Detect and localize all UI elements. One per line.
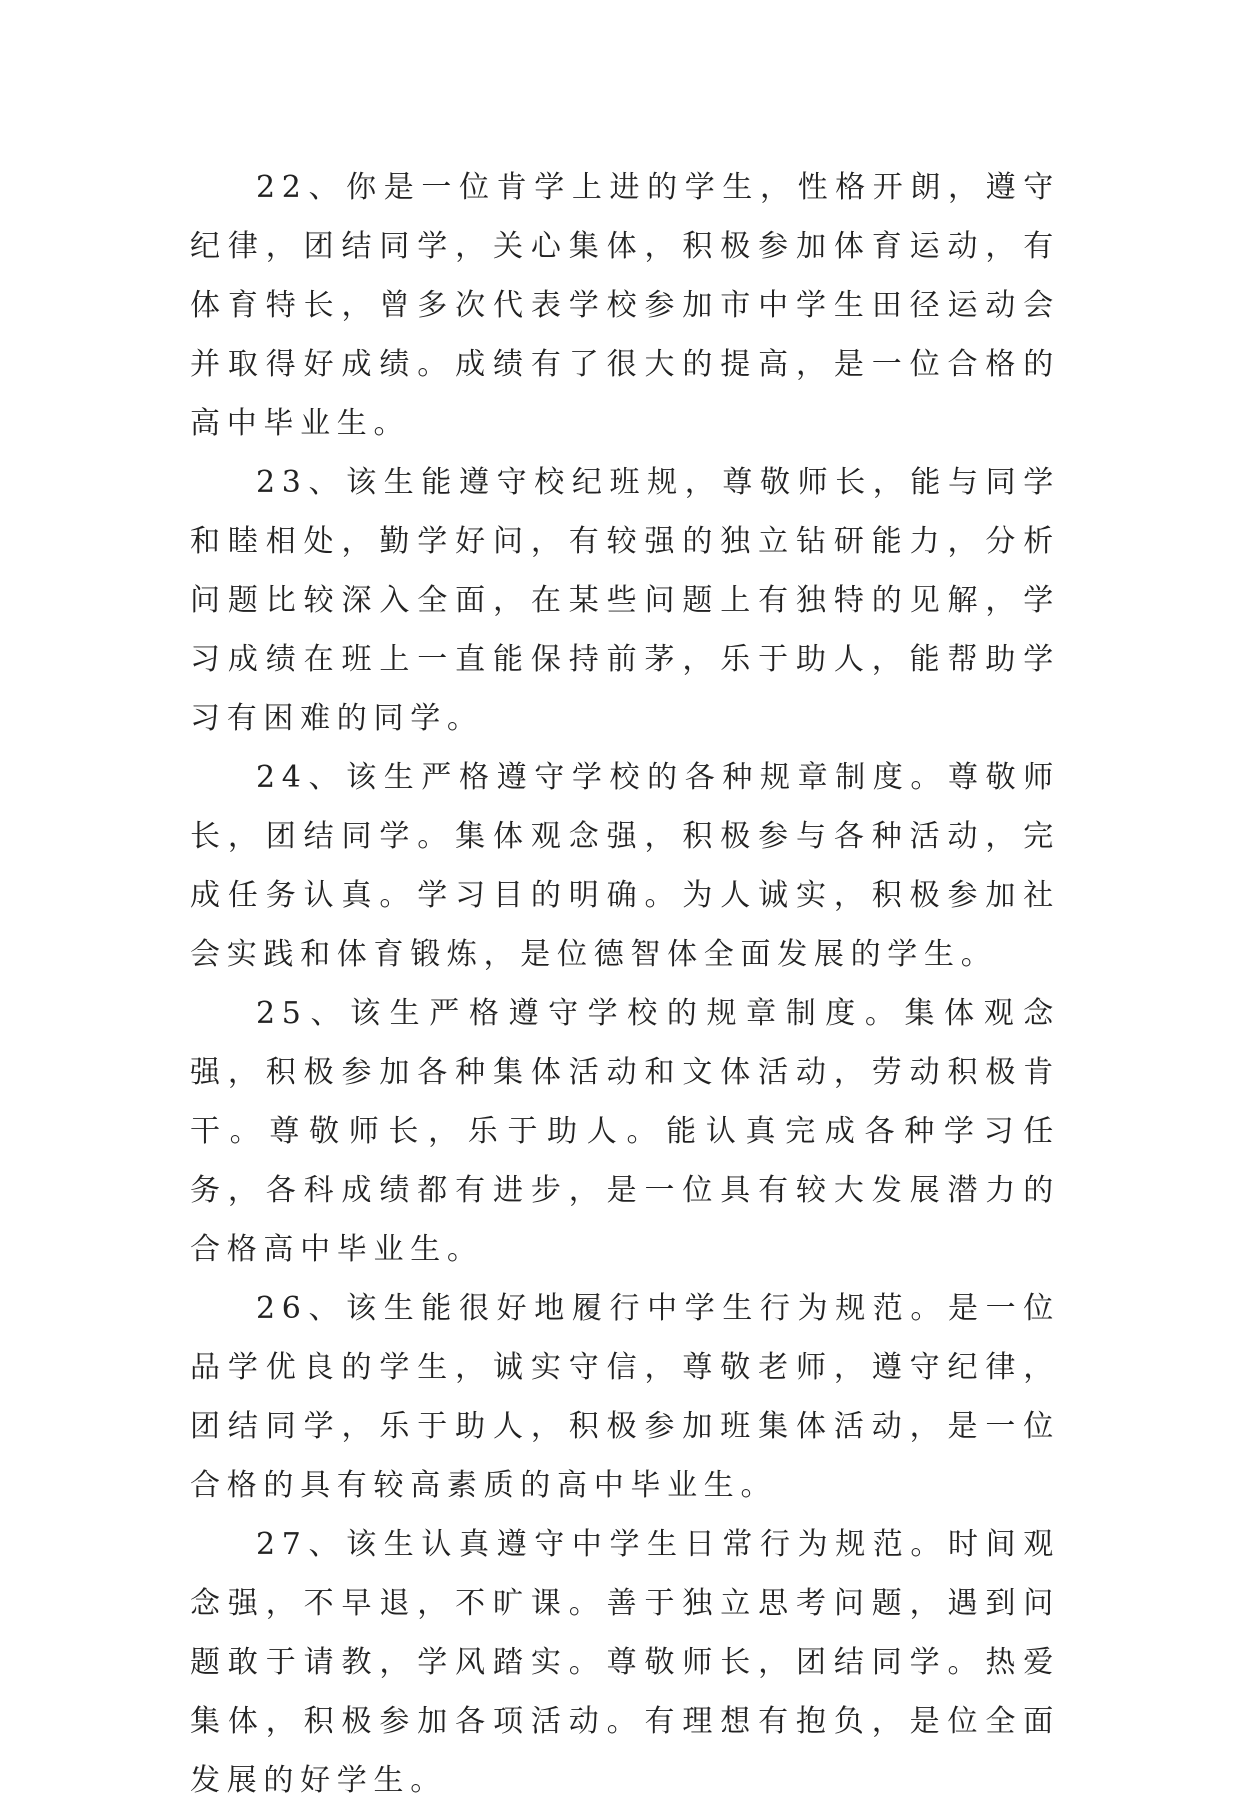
document-body — [190, 158, 1060, 1810]
paragraph-27: 27、该生认真遵守中学生日常行为规范。时间观念强，不早退，不旷课。善于独立思考问题，遇到问题敢于请教，学风踏实。尊敬师长，团结同学。热爱集体，积极参加各项活动。有理想有抱负，是位全面发展的好学生。 — [190, 1527, 1060, 1798]
paragraph-22: 22、你是一位肯学上进的学生，性格开朗，遵守纪律，团结同学，关心集体，积极参加体育运动，有体育特长，曾多次代表学校参加市中学生田径运动会并取得好成绩。成绩有了很大的提高，是一位合格的高中毕业生。 — [190, 170, 1060, 441]
paragraph-24: 24、该生严格遵守学校的各种规章制度。尊敬师长，团结同学。集体观念强，积极参与各种活动，完成任务认真。学习目的明确。为人诚实，积极参加社会实践和体育锻炼，是位德智体全面发展的学生。 — [190, 760, 1060, 972]
paragraph-23: 23、该生能遵守校纪班规，尊敬师长，能与同学和睦相处，勤学好问，有较强的独立钻研能力，分析问题比较深入全面，在某些问题上有独特的见解，学习成绩在班上一直能保持前茅，乐于助人，能帮助学习有困难的同学。 — [190, 465, 1060, 736]
paragraph-25: 25、该生严格遵守学校的规章制度。集体观念强，积极参加各种集体活动和文体活动，劳动积极肯干。尊敬师长，乐于助人。能认真完成各种学习任务，各科成绩都有进步，是一位具有较大发展潜力的合格高中毕业生。 — [190, 996, 1060, 1267]
paragraph-26: 26、该生能很好地履行中学生行为规范。是一位品学优良的学生，诚实守信，尊敬老师，遵守纪律，团结同学，乐于助人，积极参加班集体活动，是一位合格的具有较高素质的高中毕业生。 — [190, 1291, 1060, 1503]
